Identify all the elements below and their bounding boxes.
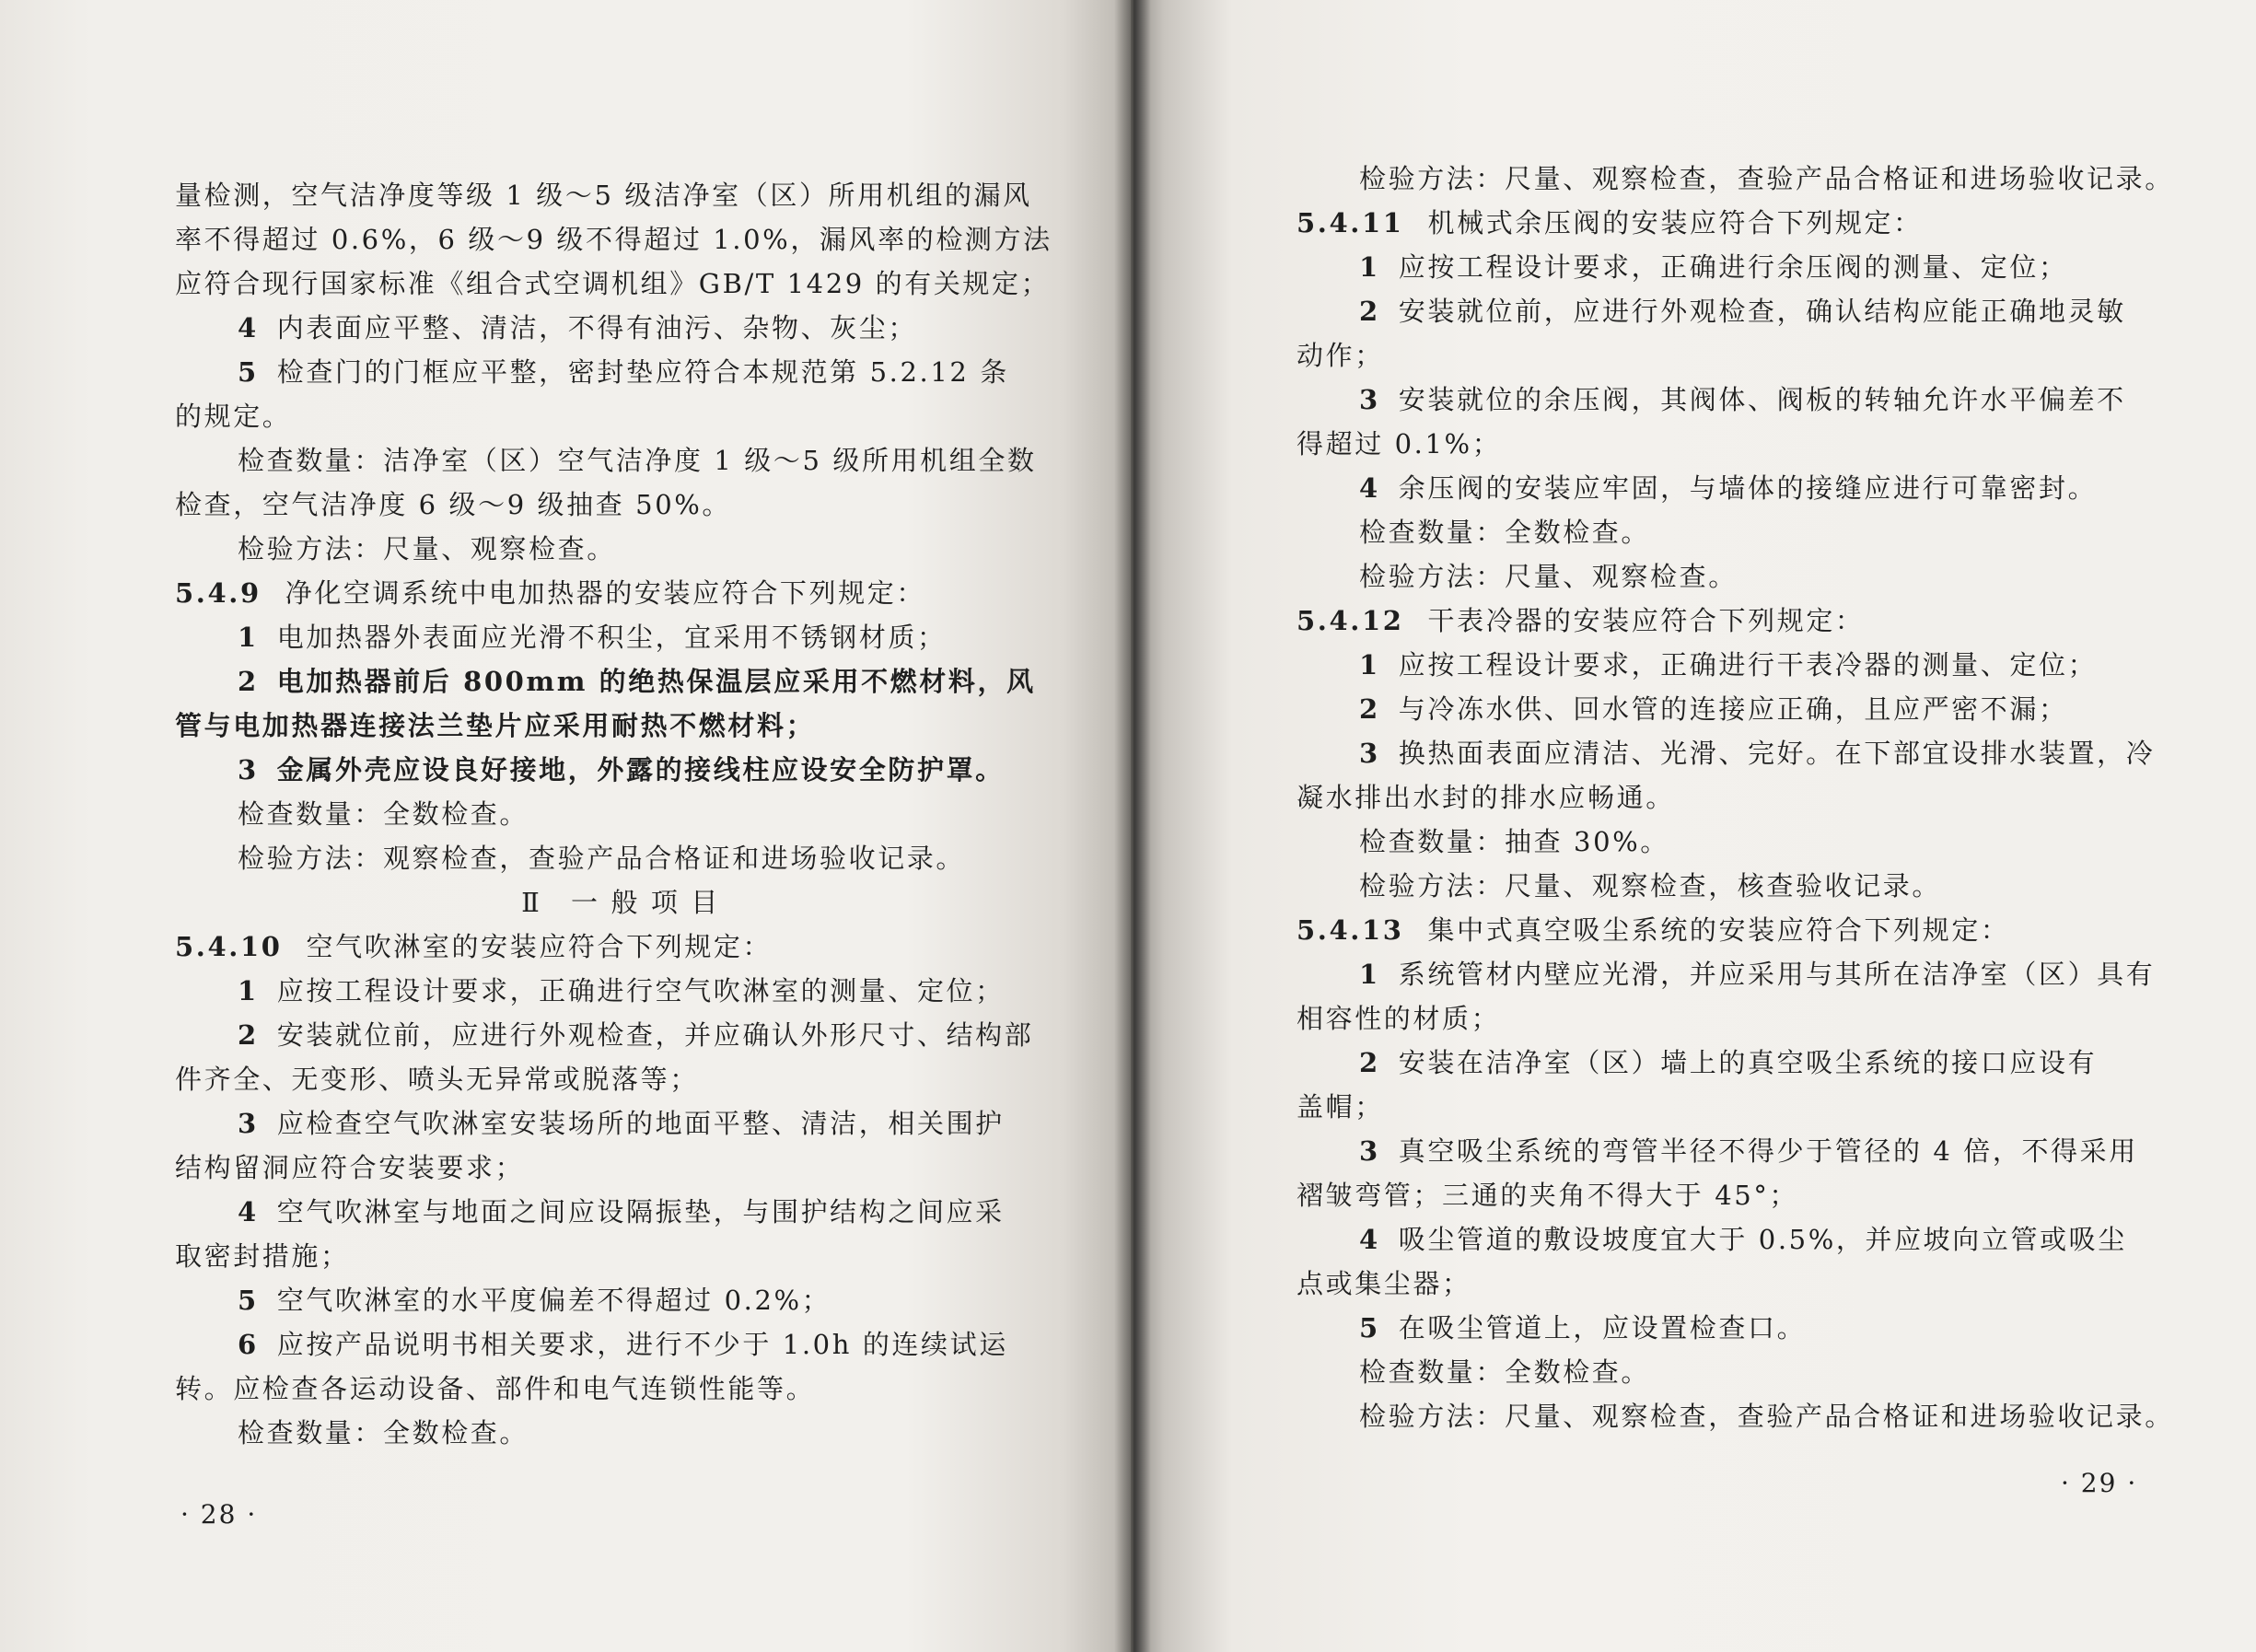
line-text: 取密封措施； (175, 1240, 350, 1272)
page-number-right: · 29 · (2061, 1468, 2138, 1498)
text-line (1297, 1129, 2201, 1173)
text-line (175, 350, 1066, 394)
item-number: 3 (238, 754, 259, 785)
text-line (175, 1101, 1066, 1146)
item-number: 5 (238, 356, 259, 388)
line-text: 的规定。 (175, 401, 292, 432)
item-number: 5 (238, 1285, 259, 1316)
text-line (1297, 599, 2201, 643)
item-number: 4 (238, 312, 259, 343)
text-line (1297, 245, 2201, 289)
text-line (1297, 1217, 2201, 1262)
item-number: 1 (1359, 959, 1380, 990)
left-page-body (175, 173, 1066, 1455)
text-line (1297, 952, 2201, 996)
line-text: 转。应检查各运动设备、部件和电气连锁性能等。 (175, 1373, 816, 1404)
text-line (175, 748, 1066, 792)
text-line (175, 438, 1066, 483)
item-number: 1 (238, 975, 259, 1006)
text-line (1297, 775, 2201, 820)
item-number: 4 (1359, 472, 1380, 504)
text-line (175, 1190, 1066, 1234)
line-text: Ⅱ 一 般 项 目 (521, 887, 720, 918)
item-number: 3 (238, 1108, 259, 1139)
line-text: 净化空调系统中电加热器的安装应符合下列规定： (285, 577, 925, 609)
text-line (175, 1013, 1066, 1057)
line-text: 系统管材内壁应光滑，并应采用与其所在洁净室（区）具有 (1398, 959, 2156, 990)
text-line (175, 1367, 1066, 1411)
item-number: 3 (1359, 1135, 1380, 1167)
text-line (1297, 1262, 2201, 1306)
text-line (1297, 510, 2201, 554)
line-text: 检查门的门框应平整，密封垫应符合本规范第 5.2.12 条 (276, 356, 1009, 388)
clause-number: 5.4.12 (1297, 605, 1404, 636)
line-text: 干表冷器的安装应符合下列规定： (1427, 605, 1865, 636)
clause-number: 5.4.10 (175, 931, 283, 962)
text-line (1297, 554, 2201, 599)
text-line (1297, 201, 2201, 245)
line-text: 凝水排出水封的排水应畅通。 (1297, 782, 1675, 813)
line-text: 检查数量：抽查 30%。 (1359, 826, 1669, 857)
item-number: 3 (1359, 384, 1380, 415)
text-line (175, 1322, 1066, 1367)
text-line (175, 571, 1066, 615)
line-text: 与冷冻水供、回水管的连接应正确，且应严密不漏； (1398, 693, 2068, 725)
item-number: 1 (238, 622, 259, 653)
text-line (175, 527, 1066, 571)
text-line (1297, 333, 2201, 378)
item-number: 2 (1359, 693, 1380, 725)
text-line (1297, 1085, 2201, 1129)
item-number: 4 (238, 1196, 259, 1227)
line-text: 检查数量：全数检查。 (1359, 1356, 1651, 1388)
line-text: 褶皱弯管；三通的夹角不得大于 45°； (1297, 1180, 1799, 1211)
item-number: 2 (1359, 1047, 1380, 1078)
line-text: 内表面应平整、清洁，不得有油污、杂物、灰尘； (276, 312, 917, 343)
right-page (1131, 0, 2256, 1652)
line-text: 检查数量：洁净室（区）空气洁净度 1 级～5 级所用机组全数 (238, 445, 1037, 476)
text-line (1297, 1173, 2201, 1217)
line-text: 安装就位前，应进行外观检查，并应确认外形尺寸、结构部 (276, 1019, 1034, 1051)
text-line (175, 1234, 1066, 1278)
text-line (1297, 731, 2201, 775)
line-text: 安装就位前，应进行外观检查，确认结构应能正确地灵敏 (1398, 296, 2126, 327)
line-text: 检验方法：观察检查，查验产品合格证和进场验收记录。 (238, 843, 966, 874)
text-line (175, 306, 1066, 350)
clause-number: 5.4.11 (1297, 207, 1404, 238)
text-line (175, 173, 1066, 217)
text-line (175, 262, 1066, 306)
text-line (175, 792, 1066, 836)
line-text: 机械式余压阀的安装应符合下列规定： (1427, 207, 1923, 238)
text-line (1297, 1306, 2201, 1350)
text-line (175, 1146, 1066, 1190)
line-text: 金属外壳应设良好接地，外露的接线柱应设安全防护罩。 (276, 754, 1005, 785)
text-line (1297, 820, 2201, 864)
line-text: 吸尘管道的敷设坡度宜大于 0.5%，并应坡向立管或吸尘 (1398, 1224, 2127, 1255)
line-text: 相容性的材质； (1297, 1003, 1501, 1034)
line-text: 点或集尘器； (1297, 1268, 1471, 1299)
text-line (1297, 996, 2201, 1041)
text-line (1297, 289, 2201, 333)
line-text: 件齐全、无变形、喷头无异常或脱落等； (175, 1064, 699, 1095)
text-line (1297, 1394, 2201, 1438)
item-number: 4 (1359, 1224, 1380, 1255)
line-text: 应按工程设计要求，正确进行余压阀的测量、定位； (1398, 251, 2068, 283)
right-page-body (1297, 157, 2201, 1438)
clause-number: 5.4.13 (1297, 914, 1404, 946)
item-number: 6 (238, 1329, 259, 1360)
line-text: 应按工程设计要求，正确进行干表冷器的测量、定位； (1398, 649, 2098, 681)
line-text: 检验方法：尺量、观察检查。 (1359, 561, 1738, 592)
line-text: 率不得超过 0.6%，6 级～9 级不得超过 1.0%，漏风率的检测方法 (175, 224, 1052, 255)
clause-number: 5.4.9 (175, 577, 262, 609)
text-line (175, 1411, 1066, 1455)
line-text: 应符合现行国家标准《组合式空调机组》GB/T 1429 的有关规定； (175, 268, 1051, 299)
text-line (175, 659, 1066, 704)
text-line (1297, 864, 2201, 908)
text-line (175, 394, 1066, 438)
line-text: 检查数量：全数检查。 (1359, 517, 1651, 548)
line-text: 集中式真空吸尘系统的安装应符合下列规定： (1427, 914, 2010, 946)
line-text: 检验方法：尺量、观察检查。 (238, 533, 616, 564)
line-text: 检验方法：尺量、观察检查，查验产品合格证和进场验收记录。 (1359, 163, 2174, 194)
line-text: 检查数量：全数检查。 (238, 1417, 529, 1448)
item-number: 2 (238, 666, 259, 697)
line-text: 电加热器前后 800mm 的绝热保温层应采用不燃材料，风 (276, 666, 1036, 697)
line-text: 盖帽； (1297, 1091, 1384, 1123)
section-heading (175, 880, 1066, 925)
line-text: 检验方法：尺量、观察检查，核查验收记录。 (1359, 870, 1942, 902)
item-number: 1 (1359, 251, 1380, 283)
text-line (175, 483, 1066, 527)
line-text: 应按工程设计要求，正确进行空气吹淋室的测量、定位； (276, 975, 1005, 1006)
text-line (175, 836, 1066, 880)
line-text: 检验方法：尺量、观察检查，查验产品合格证和进场验收记录。 (1359, 1401, 2174, 1432)
text-line (175, 1278, 1066, 1322)
line-text: 空气吹淋室的水平度偏差不得超过 0.2%； (276, 1285, 831, 1316)
text-line (1297, 466, 2201, 510)
text-line (175, 1057, 1066, 1101)
text-line (1297, 908, 2201, 952)
text-line (1297, 157, 2201, 201)
line-text: 结构留洞应符合安装要求； (175, 1152, 525, 1183)
line-text: 应检查空气吹淋室安装场所的地面平整、清洁，相关围护 (276, 1108, 1005, 1139)
line-text: 应按产品说明书相关要求，进行不少于 1.0h 的连续试运 (276, 1329, 1008, 1360)
text-line (175, 217, 1066, 262)
line-text: 检查数量：全数检查。 (238, 798, 529, 830)
line-text: 检查，空气洁净度 6 级～9 级抽查 50%。 (175, 489, 732, 520)
line-text: 真空吸尘系统的弯管半径不得少于管径的 4 倍，不得采用 (1398, 1135, 2138, 1167)
text-line (1297, 687, 2201, 731)
line-text: 余压阀的安装应牢固，与墙体的接缝应进行可靠密封。 (1398, 472, 2098, 504)
text-line (1297, 1350, 2201, 1394)
line-text: 量检测，空气洁净度等级 1 级～5 级洁净室（区）所用机组的漏风 (175, 180, 1032, 211)
text-line (175, 969, 1066, 1013)
text-line (175, 615, 1066, 659)
item-number: 2 (238, 1019, 259, 1051)
line-text: 安装就位的余压阀，其阀体、阀板的转轴允许水平偏差不 (1398, 384, 2126, 415)
line-text: 动作； (1297, 340, 1384, 371)
text-line (1297, 378, 2201, 422)
text-line (1297, 643, 2201, 687)
line-text: 安装在洁净室（区）墙上的真空吸尘系统的接口应设有 (1398, 1047, 2098, 1078)
line-text: 电加热器外表面应光滑不积尘，宜采用不锈钢材质； (276, 622, 947, 653)
item-number: 3 (1359, 738, 1380, 769)
page-number-left: · 28 · (180, 1499, 258, 1530)
text-line (175, 704, 1066, 748)
text-line (1297, 1041, 2201, 1085)
line-text: 在吸尘管道上，应设置检查口。 (1398, 1312, 1807, 1344)
line-text: 换热面表面应清洁、光滑、完好。在下部宜设排水装置，冷 (1398, 738, 2156, 769)
item-number: 2 (1359, 296, 1380, 327)
text-line (1297, 422, 2201, 466)
text-line (175, 925, 1066, 969)
item-number: 5 (1359, 1312, 1380, 1344)
line-text: 空气吹淋室与地面之间应设隔振垫，与围护结构之间应采 (276, 1196, 1005, 1227)
line-text: 得超过 0.1%； (1297, 428, 1502, 460)
line-text: 管与电加热器连接法兰垫片应采用耐热不燃材料； (175, 710, 816, 741)
line-text: 空气吹淋室的安装应符合下列规定： (306, 931, 773, 962)
item-number: 1 (1359, 649, 1380, 681)
